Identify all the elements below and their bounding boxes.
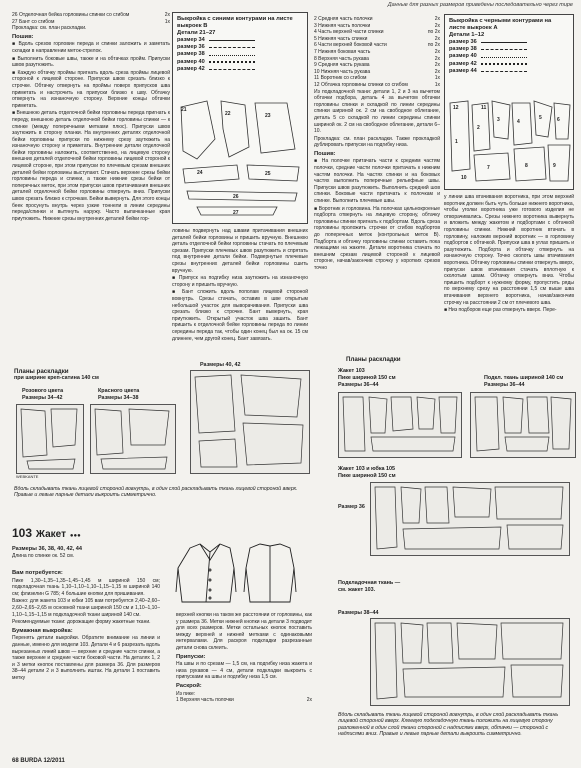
piece-number: 2 [477, 125, 480, 131]
fabric-layout-red-2 [190, 370, 310, 474]
layout-label: Пике шириной 150 см [338, 375, 396, 381]
piece-number: 9 [553, 163, 556, 169]
size-legend-row: размер 36 [449, 39, 569, 46]
size-legend-row: размер 38 [449, 46, 569, 53]
page-header-note: Данные для разных размеров приведены последовательно через тире [387, 2, 573, 8]
section-heading: Раскрой: [176, 682, 202, 689]
instruction-paragraph: ■ На полочке притачать части к средним частям полочки, средние части полочки притачать к нижним частям полочки. На частях спинки и на боковых частях выполнить поперечные рельефные швы. Припуски швов разутюжить. Выполнить средний шов спинки. Боковые части притачать к полочкам и спинке. Выполнить плечевые швы. [314, 158, 440, 205]
piece-number: 7 [487, 165, 490, 171]
size-legend-row: размер 42 [449, 61, 569, 68]
size-legend-row: размер 42 [177, 66, 303, 73]
pattern-pieces-diagram [177, 99, 305, 219]
instruction-paragraph: у линии шва втачивания воротника, при этом верхний воротник должен быть чуть больше нижнего воротника, чтобы уголки воротника уже готового изделия не отворачивались. Срезы нижнего воротника вывернуть и вложить между жакетом и подбортами с обтачкой горловины спинки. Нижний воротник втачать в горловину, наложив верхний воротник — в горловину подбортов с обтачкой. Припуски шва в углах пришить и разутюжить. Подборта и обтачку отвернуть на изнаночную сторону. Точно сколоть швы втачивания воротника. Обтачку горловины спинки отвернуть вверх, припуски швов втачивания стачать вплотную к сколотым швам. Обтачку отвернуть вниз. Чтобы пришить подборт к нужному форму, пропустить ряды по верхнему срезу на расстоянии 1,5 см выше шва втачивания верхнего воротника, начав/закончив строчку на расстоянии 2 см от плечевого шва. [444, 194, 574, 306]
instruction-paragraph: ■ Бант сложить вдоль пополам лицевой стороной вовнутрь. Срезы стачать, оставив в шве открытым небольшой участок для выворачивания. Припуски шва срезать близко к строчке. Бант вывернуть, края приутюжить. Открытый участок шва зашить. Бант пришить к отделочной бейке горловины переда по линии середины переда так, чтобы один конец был на ок. 15 см длиннее, чем другой конец. Бант завязать. [172, 289, 308, 342]
pattern-pieces-diagram [448, 99, 572, 185]
box-title: Выкройка с синими контурами на листе выкроек В [177, 16, 293, 29]
layout-plans-section-1 [14, 362, 312, 518]
piece-number: 11 [481, 105, 487, 111]
layout-subtitle: при ширине креп-сатина 140 см [14, 375, 99, 381]
column-1-text [12, 12, 170, 362]
piece-number: 3 [497, 117, 500, 123]
materials-text: Важно: для жакета 103 и юбки 105 вам потребуется 2,40–2,60–2,60–2,65–2,65 м основной ткани шириной 150 см и 1,10–1,10–1,10–1,15–1,15 м подкладочной ткани шириной 140 см. [12, 598, 160, 618]
instruction-paragraph: ловины подвернуть над швами притачивания внешних деталей бейки горловины и пришить вручную. Внешнюю деталь отделочной бейки горловины стачать по плечевым срезам. Припуски плечевых швов разутюжить и спрятать под внутренние детали бейки. Подвернутые плечевые срезы внутренних деталей бейки горловины сшить вручную. [172, 228, 308, 274]
layout-label: Жакет 103 и юбка 105 [338, 466, 396, 472]
layout-label: Подкл. ткань шириной 140 см [484, 375, 564, 381]
cut-list-item: 9 Средняя часть рукава 2x [314, 62, 440, 69]
piece-number: 23 [265, 113, 271, 119]
pattern-box-black [444, 14, 574, 190]
section-heading: Пошив: [12, 33, 34, 40]
section-heading: Вам потребуется: [12, 570, 63, 576]
materials-text: Рекомендуемые ткани: дорожащие форму жакетные ткани. [12, 619, 151, 626]
instruction-paragraph: Прокладка: см. план раскладки. Также прокладкой дублировать припуски на подгибку низа. [314, 135, 440, 149]
layout-sizes-pink: Размеры 34–42 [22, 395, 63, 401]
difficulty-dots: ●●● [69, 533, 81, 539]
size-legend-row: размер 40 [177, 59, 303, 66]
layout-sizes: Размеры 38–44 [338, 610, 379, 616]
length-line: Длина по спинке ок. 52 см. [12, 552, 75, 559]
pattern-text: Перенять детали выкройки. Обратите внимание на линии и данные, именно для модели 103. Детали 4 и 6 разрезать вдоль вырезанных линий швов — верхние и средние части спинки, а также верхние и средние части боковой части. На деталях 1, 2 и 3 метки кнопок поставлены для размера 36. Для размеров 38–44 детали 2 и 3 выполнить иштак. На детали 1 поставить метку [12, 635, 160, 681]
layout-sizes-red-2: Размеры 40, 42 [200, 362, 241, 368]
allowance-text: На швы и по срезам — 1,5 см, на подгибку низа жакета и низа рукавов — 4 см, детали подкладки выкроить с припусками на швы и подгибку низа 1,5 см. [176, 661, 312, 681]
selvage-label: WEBKANTE [16, 474, 39, 479]
piece-number: 25 [265, 171, 271, 177]
layout-title: Планы раскладки [14, 368, 69, 375]
cut-list-item: 6 Части верхней боковой части по 2x [314, 42, 440, 49]
size-legend-row: размер 36 [177, 44, 303, 51]
cut-list-item: 4 Часть верхней части спинки по 2x [314, 29, 440, 36]
instruction-paragraph: ■ Вдоль срезов горловин переда и спинки заложить и заметать складки в направлении меток-стрелок. [12, 41, 170, 54]
instruction-paragraph: ■ Выполнить боковые швы, также и на обтачках пройм. Припуски швов разутюжить. [12, 55, 170, 69]
cut-list-item: 7 Нижняя боковая часть 2x [314, 48, 440, 55]
section-heading: Бумажная выкройка: [12, 627, 73, 634]
size-legend-row: размер 44 [449, 68, 569, 75]
column-3-text [314, 16, 440, 346]
item-title [12, 524, 312, 544]
materials-text: Пике 1,30–1,35–1,35–1,45–1,45 м шириной 150 см; подкладочная ткань 1,10–1,10–1,10–1,15–1,15 м шириной 140 см; флизелин G 785; 4 большие кнопки для пришивания. [12, 577, 160, 597]
item-103-section [12, 524, 312, 754]
piece-number: 6 [557, 117, 560, 123]
cut-list-item: 1 Верхняя часть полочки 2x [176, 697, 312, 704]
layout-sizes: Размеры 36–44 [484, 382, 525, 388]
layout-sizes-red: Размеры 34–38 [98, 395, 139, 401]
cut-list-item: 3 Нижняя часть полочки 2x [314, 22, 440, 29]
column-4-text [444, 194, 574, 354]
piece-number: 27 [233, 210, 239, 216]
pattern-box-blue [172, 12, 308, 224]
layout-caption: Вдоль складывать ткань лицевой стороной вовнутрь, в один слой раскладывать ткань лицевой стороной вверх. Правые и левые парные детали выкроить симметрично. [14, 486, 298, 499]
section-heading: Пошив: [314, 150, 336, 157]
jacket-technical-drawing [176, 542, 296, 606]
cut-list-item: 10 Нижняя часть рукава 2x [314, 68, 440, 75]
piece-number: 4 [517, 119, 520, 125]
page-footer: 68 BURDA 12/2011 [12, 758, 65, 765]
cut-list-item: 2 Средняя часть полочки 2x [314, 16, 440, 22]
instruction-paragraph: Из подкладочной ткани: детали 1, 2 и 3 на вычетом обтачки подбора, деталь 4 за вычетом обтачки горловины спинки и складкой по линии середины спинки шириной ок. 2 см на свободное облегание, деталь 5 со складкой по линии середины спинки шириной ок. 2 см на свободное облегание, детали 6–10. [314, 88, 440, 135]
piece-number: 8 [525, 163, 528, 169]
piece-number: 12 [453, 105, 459, 111]
piece-number: 10 [461, 175, 467, 181]
section-heading: Припуски: [176, 653, 206, 660]
cut-list-item: 8 Верхняя часть рукава 2x [314, 55, 440, 62]
layout-label: Пике шириной 150 см [338, 473, 396, 479]
fabric-layout-red [90, 404, 176, 474]
cutting-subheading: Из пике: [176, 690, 196, 697]
layout-sizes: Размер 36 [338, 504, 365, 510]
sizes-line: Размеры 36, 38, 40, 42, 44 [12, 546, 83, 552]
piece-number: 24 [197, 170, 203, 176]
cut-list-item: 12 Обтачка горловины спинки со сгибом 1x [314, 81, 440, 88]
layout-label-pink: Розового цвета [22, 388, 64, 394]
item-103-col-right [176, 612, 312, 754]
piece-number: 5 [539, 115, 542, 121]
layout-caption: Вдоль складывать ткань лицевой стороной вовнутрь, в один слой раскладывать ткань лицевой стороной вверх. Клеевую подкладочную ткань положить на лицевую сторону разложенной в один слой ткани стороной с надписями вверх, обтачки — стороной с надписями вниз. Правые и левые парные детали выкроить симметрично. [338, 712, 559, 738]
cut-list-item: 5 Нижняя часть спинки 2x [314, 35, 440, 42]
size-legend-row: размер 38 [177, 51, 303, 58]
item-name: Жакет [35, 529, 66, 540]
instruction-paragraph: ■ Каждую обтачку проймы пригнать вдоль среза проймы лицевой стороной к лицевой стороне. Припуски швов срезать близко к строчке. Обтачку отвернуть на проймы поверх припусков шва приметать и настрочить на припуски близко к шву. Обтачку отвернуть на изнаночную сторону. Верхние концы обтачки приметать. [12, 69, 170, 109]
piece-number: 22 [225, 111, 231, 117]
lining-note: Подкладочная ткань — см. жакет 103. [338, 580, 401, 593]
layout-label: Жакет 103 [338, 368, 365, 374]
column-2-text [172, 228, 308, 362]
interfacing-note: Прокладка: см. план раскладки. [12, 25, 87, 32]
item-103-col-left [12, 568, 160, 754]
fabric-layout-jacket [338, 392, 462, 458]
box-details: Детали 1–12 [449, 32, 485, 38]
layout-title: Планы раскладки [346, 356, 401, 363]
piece-number: 26 [233, 194, 239, 200]
size-legend-row: размер 40 [449, 53, 569, 60]
fabric-layout-lining [470, 392, 576, 458]
instruction-paragraph: ■ Припуск на подгибку низа заутюжить на изнаночную сторону и пришить вручную. [172, 275, 308, 288]
layout-plans-section-2 [318, 356, 576, 752]
piece-number: 1 [455, 139, 458, 145]
cut-list-item: 26 Отделочная бейка горловины спинки со сгибом 2x [12, 12, 170, 18]
box-details: Детали 21–27 [177, 30, 216, 36]
pattern-text: верхней кнопки на таком же расстоянии от горловины, как у размера 36. Метки нижней кнопки на детали 3 подводит для всех размеров. Метки остальных кнопок поставить между верхней и нижней метками с одинаковыми интервалами. Для раскроя подкладки разрезанные детали снова склеить. [176, 612, 312, 651]
box-title: Выкройка с черными контурами на листе выкроек А [449, 18, 552, 31]
cut-list-item: 11 Воротник со сгибом 1x [314, 75, 440, 82]
fabric-layout-pink [16, 404, 84, 474]
size-legend-row: размер 34 [177, 37, 303, 44]
instruction-paragraph: ■ Внешнюю деталь отделочной бейки горловины переда пригнать к переду, внешнюю деталь отделочной бейки горловины спинки — к спинке (между поперечными метками плюс). Припуски швов заутюжить в сторону планки. На внутренних деталях отделочной бейки горловины припуски по нижнему срезу заутюжить на изнаночную сторону и приметать. Внутренние детали отделочной бейки горловины наложить, соответственно, на лицевую сторону внешних деталей отделочной бейки горловины лицевой стороной к лицевой стороне, при этом припуски по плечевым срезам внешних деталей бейки горловины выступают. Стачать верхние срезы бейки горловины переда и спинки, а также нижние срезы бейки от поперечных меток, при этом припуски швов притачивания внешних деталей отделочной бейки горловины отвернуть вниз. Припуски швов срезать близко к строчкам. Бейки вывернуть. Для этого концы беек просунуть внутрь через узкие тоннели в линии середины переда/спинки и вытянуть наружу. Часто выпачканные края приутюжить. Нижние срезы внутренних деталей бейки гор- [12, 110, 170, 222]
fabric-layout-combo-38 [370, 618, 570, 706]
piece-number: 21 [181, 107, 187, 113]
layout-sizes: Размеры 36–44 [338, 382, 379, 388]
fabric-layout-combo-36 [370, 482, 570, 556]
item-number: 103 [12, 526, 33, 540]
instruction-paragraph: ■ Воротник и горловина. На полочках цельнокроеные подборта отвернуть на лицевую сторону, обтачку горловины спинки пригнать к подбортам. Вдоль среза горловины проложить строчки от сгибов подбортов до поперечных меток (контрольных меток В). Подборта и обтачку горловины спинки оставить пока лежащими на жакете. Детали воротника стачать по внешним срезам лицевой стороной к лицевой стороне, начав/закончив строчку у коротких срезов точно [314, 205, 440, 271]
cut-list-item: 27 Бант со сгибом 1x [12, 18, 170, 25]
layout-label-red: Красного цвета [98, 388, 140, 394]
instruction-paragraph: ■ Низ подборов еще раз отвернуть вверх. Пере- [444, 307, 557, 314]
